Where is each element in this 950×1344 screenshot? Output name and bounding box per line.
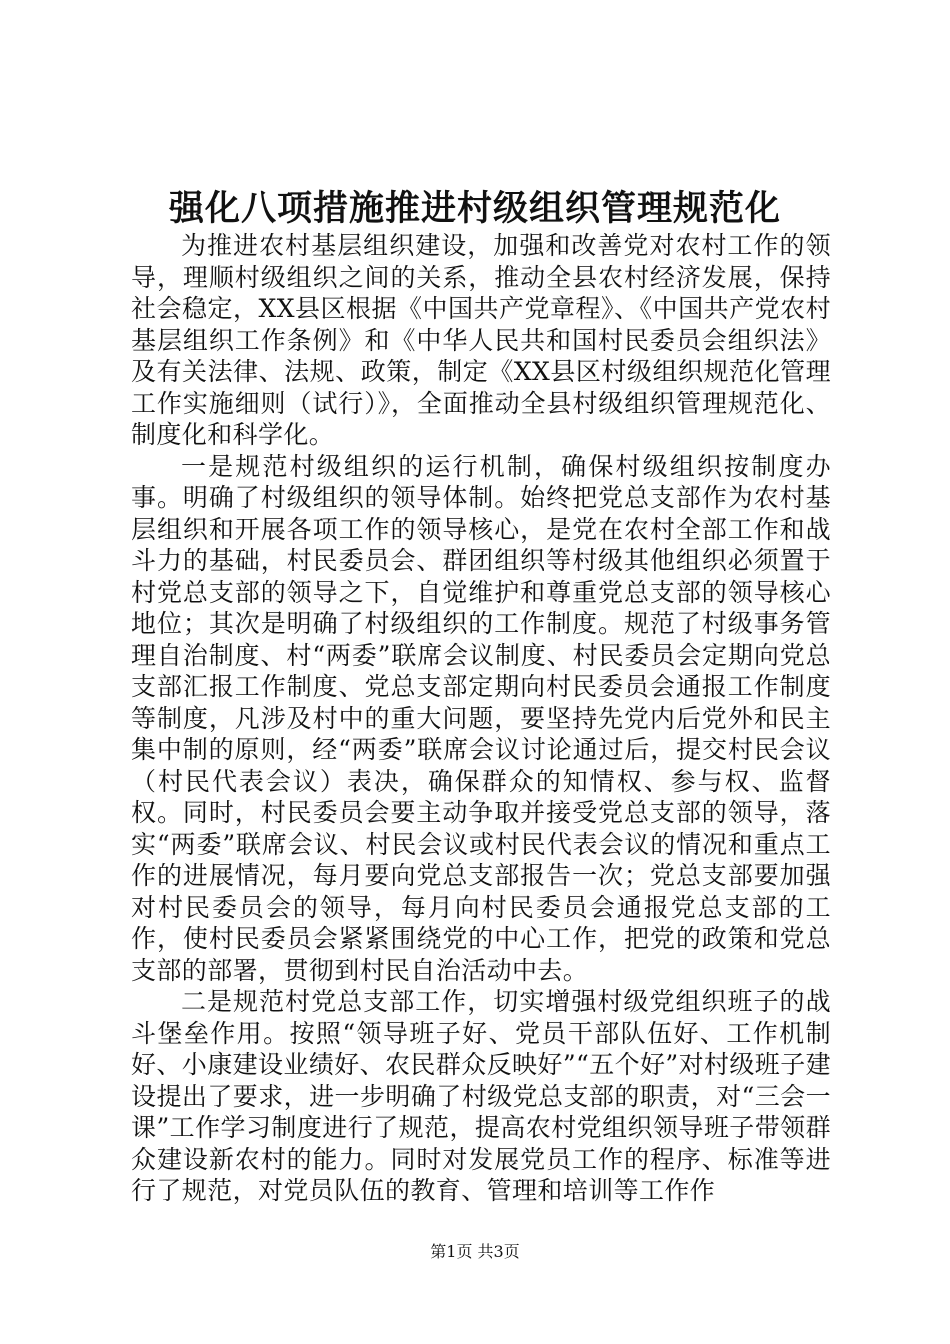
document-body [131,230,831,1207]
paragraph-item-1: 一是规范村级组织的运行机制，确保村级组织按制度办事。明确了村级组织的领导体制。始终把党总支部作为农村基层组织和开展各项工作的领导核心，是党在农村全部工作和战斗力的基础，村民委员会、群团组织等村级其他组织必须置于村党总支部的领导之下，自觉维护和尊重党总支部的领导核心地位；其次是明确了村级组织的工作制度。规范了村级事务管理自治制度、村“两委”联席会议制度、村民委员会定期向党总支部汇报工作制度、党总支部定期向村民委员会通报工作制度等制度，凡涉及村中的重大问题，要坚持先党内后党外和民主集中制的原则，经“两委”联席会议讨论通过后，提交村民会议（村民代表会议）表决，确保群众的知情权、参与权、监督权。同时，村民委员会要主动争取并接受党总支部的领导，落实“两委”联席会议、村民会议或村民代表会议的情况和重点工作的进展情况，每月要向党总支部报告一次；党总支部要加强对村民委员会的领导，每月向村民委员会通报党总支部的工作，使村民委员会紧紧围绕党的中心工作，把党的政策和党总支部的部署，贯彻到村民自治活动中去。 [131,451,831,985]
page-number-footer: 第1页 共3页 [430,1242,520,1261]
paragraph-item-2: 二是规范村党总支部工作，切实增强村级党组织班子的战斗堡垒作用。按照“领导班子好、党员干部队伍好、工作机制好、小康建设业绩好、农民群众反映好”“五个好”对村级班子建设提出了要求，进一步明确了村级党总支部的职责，对“三会一课”工作学习制度进行了规范，提高农村党组织领导班子带领群众建设新农村的能力。同时对发展党员工作的程序、标准等进行了规范，对党员队伍的教育、管理和培训等工作作 [131,987,831,1205]
paragraph-intro: 为推进农村基层组织建设，加强和改善党对农村工作的领导，理顺村级组织之间的关系，推动全县农村经济发展，保持社会稳定，XX县区根据《中国共产党章程》、《中国共产党农村基层组织工作条例》和《中华人民共和国村民委员会组织法》及有关法律、法规、政策，制定《XX县区村级组织规范化管理工作实施细则（试行）》，全面推动全县村级组织管理规范化、制度化和科学化。 [131,231,831,449]
document-title: 强化八项措施推进村级组织管理规范化 [168,188,781,229]
